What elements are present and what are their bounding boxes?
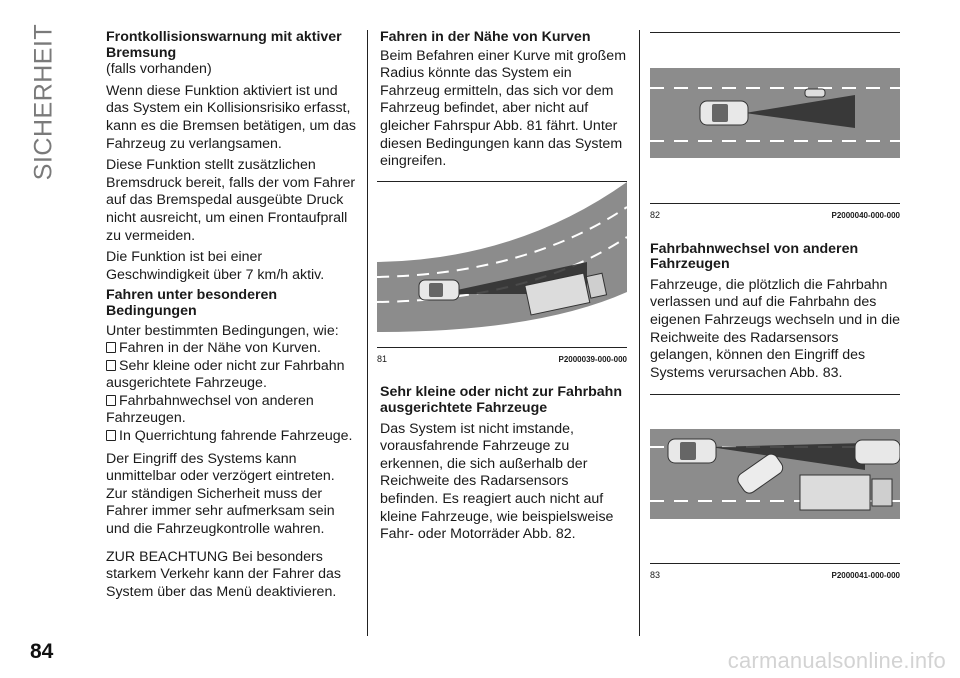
paragraph: Der Eingriff des Systems kann unmittelbar oder verzögert eintreten. Zur ständigen Sicherheit muss der Fahrer immer sehr aufmerksam sein und die Fahrzeugkontrolle wahren. [106, 450, 335, 538]
watermark: carmanualsonline.info [727, 648, 946, 673]
curve-road-illustration [377, 182, 627, 347]
list-item: In Querrichtung fahrende Fahrzeuge. [106, 428, 358, 446]
page-number: 84 [30, 640, 54, 663]
checkbox-bullet-icon [106, 430, 116, 441]
section-side-label: SICHERHEIT [29, 23, 58, 181]
column-divider [639, 30, 640, 636]
figure-81 [377, 181, 627, 369]
column-3 [650, 30, 902, 585]
section-heading: Fahren unter besonderen Bedingungen [106, 287, 278, 319]
checkbox-bullet-icon [106, 360, 116, 371]
column-divider [367, 30, 368, 636]
section-heading: Fahren in der Nähe von Kurven [380, 29, 591, 45]
paragraph: Die Funktion ist bei einer Geschwindigkeit über 7 km/h aktiv. [106, 249, 325, 283]
note-paragraph: ZUR BEACHTUNG Bei besonders starkem Verkehr kann der Fahrer das System über das Menü deaktivieren. [106, 548, 341, 600]
section-subheading: (falls vorhanden) [106, 61, 212, 78]
section-heading: Frontkollisionswarnung mit aktiver Bremsung [106, 29, 342, 61]
figure-code: P2000039-000-000 [558, 354, 627, 364]
figure-number: 81 [377, 353, 388, 364]
figure-82 [650, 32, 900, 225]
figure-code: P2000040-000-000 [831, 211, 900, 220]
list-item: Fahren in der Nähe von Kurven. [106, 340, 358, 358]
list-item: Fahrbahnwechsel von anderen Fahrzeugen. [106, 392, 314, 427]
section-heading: Fahrbahnwechsel von anderen Fahrzeugen [650, 240, 859, 273]
figure-number: 82 [650, 210, 661, 220]
figure-number: 83 [650, 570, 661, 581]
checkbox-bullet-icon [106, 395, 116, 406]
paragraph: Beim Befahren einer Kurve mit großem Radius könnte das System ein Fahrzeug ermitteln, das sich vor dem Fahrzeug befindet, aber nicht auf gleicher Fahrspur Abb. 81 fährt. Unter diesen Bedingungen kann das System eingreifen. [380, 47, 627, 170]
paragraph: Das System ist nicht imstande, vorausfahrende Fahrzeuge zu erkennen, die sich außerhalb der Reichweite des Radarsensors befinden. Es reagiert auch nicht auf kleine Fahrzeuge, wie beispielsweise Fahr- oder Motorräder Abb. 82. [380, 420, 614, 543]
figure-83 [650, 394, 900, 585]
column-1 [106, 30, 358, 605]
paragraph: Fahrzeuge, die plötzlich die Fahrbahn verlassen und auf die Fahrbahn des eigenen Fahrzeugs wechseln und in die Reichweite des Radarsensors gelangen, können den Eingriff des Systems verursachen Abb. 83. [650, 276, 901, 381]
checkbox-bullet-icon [106, 342, 116, 353]
column-2 [377, 29, 630, 548]
motorcycle-road-illustration [650, 33, 900, 203]
figure-code: P2000041-000-000 [831, 571, 900, 581]
lane-change-illustration [650, 395, 900, 563]
paragraph: Diese Funktion stellt zusätzlichen Bremsdruck bereit, falls der vom Fahrer auf das Bremspedal ausgeübte Druck nicht ausreicht, um einen Frontaufprall zu vermeiden. [106, 157, 356, 244]
list-item: Sehr kleine oder nicht zur Fahrbahn ausgerichtete Fahrzeuge. [106, 357, 345, 392]
section-heading: Sehr kleine oder nicht zur Fahrbahn ausgerichtete Fahrzeuge [380, 384, 623, 416]
paragraph: Wenn diese Funktion aktiviert ist und das System ein Kollisionsrisiko erfasst, kann es die Bremsen betätigen, um das Fahrzeug zu verlangsamen. [106, 82, 357, 152]
paragraph: Unter bestimmten Bedingungen, wie: [106, 322, 339, 339]
